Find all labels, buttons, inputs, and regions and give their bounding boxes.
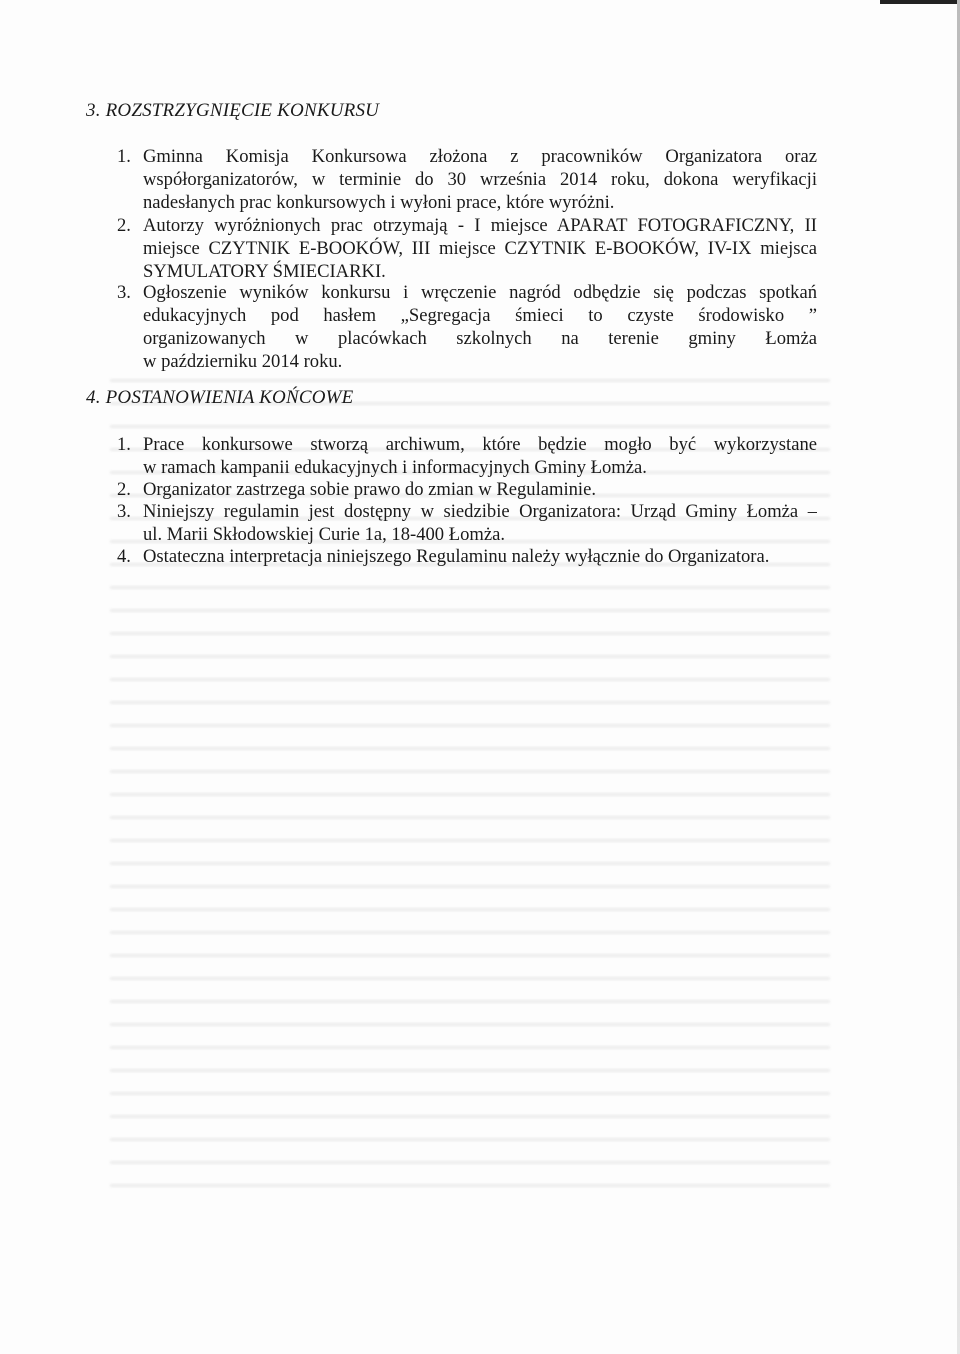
list-item-number: 2. bbox=[117, 479, 131, 500]
scan-edge-mark bbox=[880, 0, 960, 4]
text-line: edukacyjnych pod hasłem „Segregacja śmieci to czyste środowisko ” bbox=[143, 305, 817, 326]
list-item bbox=[117, 500, 817, 546]
list-item-number: 1. bbox=[117, 434, 131, 455]
list-item-number: 2. bbox=[117, 215, 131, 236]
text-line: Ostateczna interpretacja niniejszego Regulaminu należy wyłącznie do Organizatora. bbox=[143, 546, 770, 567]
text-line: Ogłoszenie wyników konkursu i wręczenie nagród odbędzie się podczas spotkań bbox=[143, 282, 817, 303]
text-line: nadesłanych prac konkursowych i wyłoni prace, które wyróżni. bbox=[143, 192, 615, 213]
list-item bbox=[117, 545, 817, 568]
text-line: Autorzy wyróżnionych prac otrzymają - I miejsce APARAT FOTOGRAFICZNY, II bbox=[143, 215, 817, 236]
list-item-number: 3. bbox=[117, 282, 131, 303]
text-line: Niniejszy regulamin jest dostępny w siedzibie Organizatora: Urząd Gminy Łomża – bbox=[143, 501, 817, 522]
text-line: współorganizatorów, w terminie do 30 września 2014 roku, dokona weryfikacji bbox=[143, 169, 817, 190]
text-line: SYMULATORY ŚMIECIARKI. bbox=[143, 261, 386, 282]
list-item-number: 4. bbox=[117, 546, 131, 567]
text-line: ul. Marii Skłodowskiej Curie 1a, 18-400 Łomża. bbox=[143, 524, 506, 545]
list-item-number: 3. bbox=[117, 501, 131, 522]
list-item bbox=[117, 214, 817, 283]
list-item-number: 1. bbox=[117, 146, 131, 167]
list-item bbox=[117, 281, 817, 373]
text-line: Organizator zastrzega sobie prawo do zmian w Regulaminie. bbox=[143, 479, 596, 500]
list-item bbox=[117, 478, 817, 501]
text-line: Prace konkursowe stworzą archiwum, które będzie mogło być wykorzystane bbox=[143, 434, 817, 455]
section-heading-rozstrzygniecie: 3. ROZSTRZYGNIĘCIE KONKURSU bbox=[86, 100, 380, 121]
text-line: w październiku 2014 roku. bbox=[143, 351, 343, 372]
list-item bbox=[117, 433, 817, 479]
text-line: organizowanych w placówkach szkolnych na terenie gminy Łomża bbox=[143, 328, 817, 349]
section-heading-postanowienia: 4. POSTANOWIENIA KOŃCOWE bbox=[86, 387, 354, 408]
text-line: Gminna Komisja Konkursowa złożona z pracowników Organizatora oraz bbox=[143, 146, 817, 167]
text-line: miejsce CZYTNIK E-BOOKÓW, III miejsce CZYTNIK E-BOOKÓW, IV-IX miejsca bbox=[143, 238, 817, 259]
text-line: w ramach kampanii edukacyjnych i informacyjnych Gminy Łomża. bbox=[143, 457, 647, 478]
list-item bbox=[117, 145, 817, 214]
